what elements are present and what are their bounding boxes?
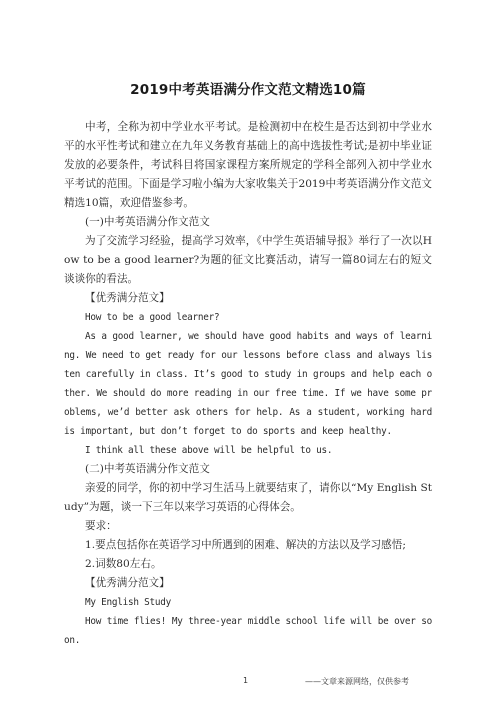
section-1-prompt: 为了交流学习经验，提高学习效率，《中学生英语辅导报》举行了一次以How to be a good learner?为题的征文比赛活动，请写一篇80词左右的短文谈谈你的看法。 [64, 235, 432, 285]
document-body [64, 118, 432, 650]
essay-1-title: How to be a good learner? [85, 312, 220, 323]
requirement-item-1: 1.要点包括你在英语学习中所遇到的困难、解决的方法以及学习感悟; [85, 539, 406, 551]
essay-2-first-line: How time flies! My three-year middle school life will be over soon. [64, 616, 432, 646]
section-2-prompt: 亲爱的同学，你的初中学习生活马上就要结束了，请你以“My English Study”为题，谈一下三年以来学习英语的心得体会。 [64, 482, 432, 513]
section-1-sample-label: 【优秀满分范文】 [85, 292, 170, 304]
section-2-heading: (二)中考英语满分作文范文 [85, 463, 210, 475]
page-number: 1 [243, 676, 249, 685]
section-1-heading: (一)中考英语满分作文范文 [85, 216, 210, 228]
page-footer [0, 676, 496, 690]
essay-1-conclusion: I think all these above will be helpful to us. [85, 445, 333, 456]
section-2-sample-label: 【优秀满分范文】 [85, 577, 170, 589]
requirements-label: 要求： [85, 520, 117, 532]
document-title: 2019中考英语满分作文范文精选10篇 [130, 82, 366, 98]
essay-2-title: My English Study [85, 597, 172, 608]
essay-1-body: As a good learner, we should have good habits and ways of learning. We need to get ready for our lessons before class and always listen carefully in class. It’s good to study in groups and help each other. We should do more reading in our free time. If we have some problems, we’d better ask others for help. As a student, working hard is important, but don’t forget to do sports and keep healthy. [64, 331, 432, 437]
requirement-item-2: 2.词数80左右。 [85, 558, 162, 570]
intro-paragraph: 中考，全称为初中学业水平考试。是检测初中在校生是否达到初中学业水平的水平性考试和建立在九年义务教育基础上的高中选拔性考试;是初中毕业证发放的必要条件，考试科目将国家课程方案所规定的学科全部列入初中学业水平考试的范围。下面是学习啦小编为大家收集关于2019中考英语满分作文范文精选10篇，欢迎借鉴参考。 [64, 121, 432, 209]
source-note: ——文章来源网络，仅供参考 [305, 677, 409, 686]
